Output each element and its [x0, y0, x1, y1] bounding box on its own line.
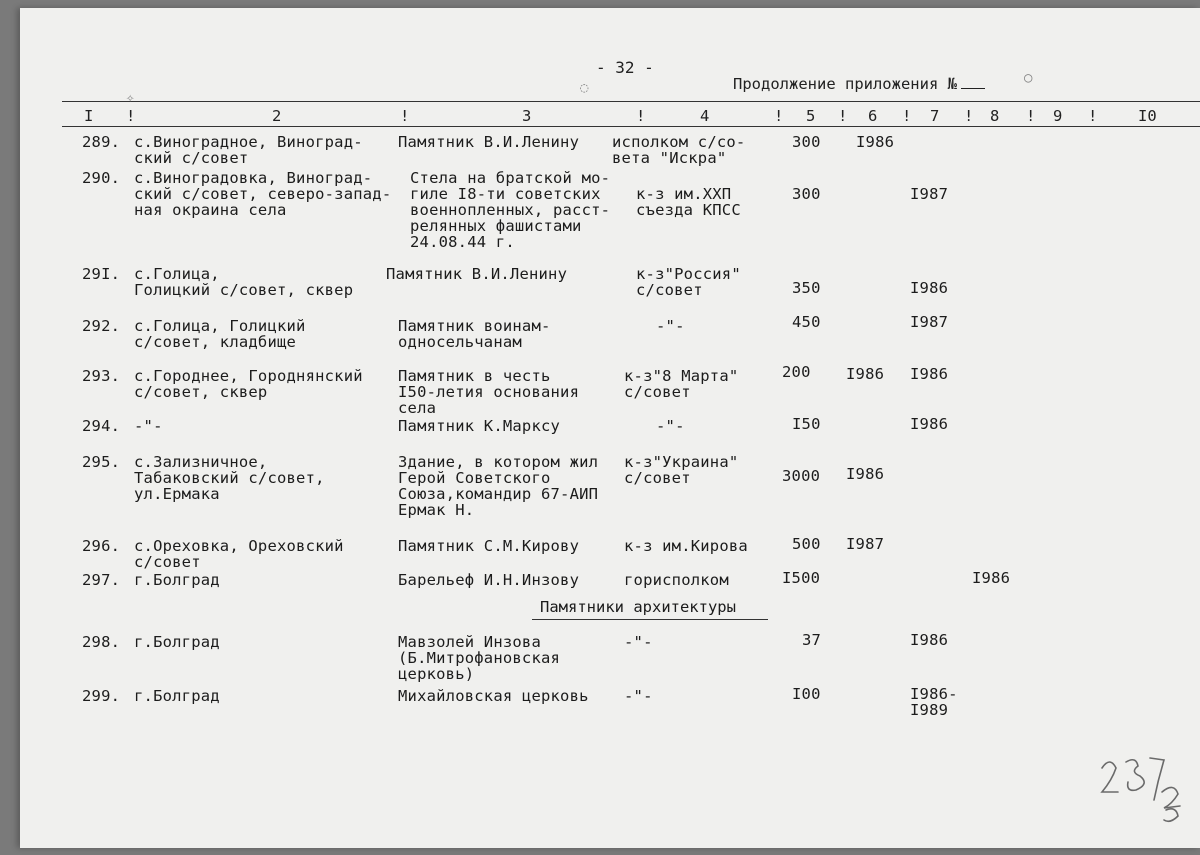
row-number: 29I. [82, 265, 121, 283]
section-title: Памятники архитектуры [540, 598, 736, 616]
punch-mark-icon: ◌ [580, 80, 589, 96]
row-place: -"- [134, 417, 163, 435]
row-col5: 300 [792, 185, 821, 203]
col-header-4: 4 [700, 107, 710, 125]
page-number: - 32 - [596, 58, 654, 77]
row-owner: горисполком [624, 571, 729, 589]
row-col6: I987 [846, 535, 885, 553]
row-place: г.Болград [134, 687, 220, 705]
row-col8: I986 [972, 569, 1011, 587]
handwritten-page-mark [1092, 748, 1192, 838]
col-separator: ! [774, 107, 784, 125]
row-col5: 3000 [782, 467, 821, 485]
row-col5: I50 [792, 415, 821, 433]
row-col5: 300 [792, 133, 821, 151]
row-number: 289. [82, 133, 121, 151]
row-col5: 37 [802, 631, 822, 649]
row-number: 295. [82, 453, 121, 471]
row-monument: Здание, в котором жил Герой Советского Союза,командир 67-АИП Ермак Н. [398, 453, 599, 519]
row-owner: к-з"Украина" с/совет [624, 453, 739, 487]
row-owner: к-з им.ХХП съезда КПСС [636, 185, 741, 219]
row-col5: 350 [792, 279, 821, 297]
col-header-6: 6 [868, 107, 878, 125]
col-separator: ! [1026, 107, 1036, 125]
row-col7: I986 [910, 279, 949, 297]
appendix-label: Продолжение приложения № [733, 75, 985, 93]
row-owner: -"- [656, 417, 685, 435]
row-monument: Памятник В.И.Ленину [398, 133, 580, 151]
col-header-10: I0 [1138, 107, 1157, 125]
col-separator: ! [1088, 107, 1098, 125]
col-separator: ! [636, 107, 646, 125]
punch-mark-icon: ○ [1024, 70, 1033, 86]
row-place: с.Виноградное, Виноград- ский с/совет [134, 133, 363, 167]
col-separator: ! [964, 107, 974, 125]
section-underline [532, 619, 768, 620]
row-place: г.Болград [134, 571, 220, 589]
col-header-5: 5 [806, 107, 816, 125]
row-place: с.Виноградовка, Виноград- ский с/совет, северо-запад- ная окраина села [134, 169, 392, 219]
row-number: 293. [82, 367, 121, 385]
col-header-1: I [84, 107, 94, 125]
row-monument: Барельеф И.Н.Инзову [398, 571, 580, 589]
row-owner: -"- [656, 317, 685, 335]
row-place: с.Голица, Голицкий с/совет, кладбище [134, 317, 306, 351]
row-col6: I986 [846, 365, 885, 383]
row-monument: Памятник в честь I50-летия основания села [398, 367, 580, 417]
row-owner: исполком с/со- вета "Искра" [612, 133, 746, 167]
col-separator: ! [126, 107, 136, 125]
row-owner: к-з"8 Марта" с/совет [624, 367, 739, 401]
row-number: 299. [82, 687, 121, 705]
row-col7: I986 [910, 631, 949, 649]
row-col5: 500 [792, 535, 821, 553]
row-monument: Памятник воинам- односельчанам [398, 317, 551, 351]
row-col6: I986 [856, 133, 895, 151]
row-monument: Памятник С.М.Кирову [398, 537, 580, 555]
row-col5: 200 [782, 363, 811, 381]
row-owner: к-з им.Кирова [624, 537, 748, 555]
col-separator: ! [838, 107, 848, 125]
row-place: с.Городнее, Городнянский с/совет, сквер [134, 367, 363, 401]
header-bottom-rule [62, 126, 1200, 127]
row-col7: I987 [910, 313, 949, 331]
row-monument: Памятник В.И.Ленину [386, 265, 568, 283]
row-col7: I986 [910, 365, 949, 383]
row-col5: I500 [782, 569, 821, 587]
row-place: г.Болград [134, 633, 220, 651]
row-owner: -"- [624, 687, 653, 705]
row-place: с.Зализничное, Табаковский с/совет, ул.Ермака [134, 453, 325, 503]
row-owner: -"- [624, 633, 653, 651]
col-header-7: 7 [930, 107, 940, 125]
col-header-2: 2 [272, 107, 282, 125]
row-number: 296. [82, 537, 121, 555]
row-number: 294. [82, 417, 121, 435]
col-header-3: 3 [522, 107, 532, 125]
row-place: с.Ореховка, Ореховский с/совет [134, 537, 344, 571]
header-top-rule [62, 101, 1200, 102]
row-number: 290. [82, 169, 121, 187]
row-col6: I986 [846, 465, 885, 483]
col-header-8: 8 [990, 107, 1000, 125]
col-header-9: 9 [1053, 107, 1063, 125]
row-monument: Памятник К.Марксу [398, 417, 561, 435]
row-col7: I987 [910, 185, 949, 203]
row-monument: Стела на братской мо- гиле I8-ти советских военнопленных, расст- релянных фашистами 24.08.44 г. [410, 169, 611, 251]
row-number: 298. [82, 633, 121, 651]
row-col7: I986 [910, 415, 949, 433]
row-place: с.Голица, Голицкий с/совет, сквер [134, 265, 354, 299]
punch-mark-icon: ✧ [126, 90, 135, 106]
row-col7: I986- I989 [910, 685, 958, 719]
row-col5: I00 [792, 685, 821, 703]
row-col5: 450 [792, 313, 821, 331]
col-separator: ! [902, 107, 912, 125]
row-monument: Мавзолей Инзова (Б.Митрофановская церковь) [398, 633, 561, 683]
row-monument: Михайловская церковь [398, 687, 589, 705]
row-number: 297. [82, 571, 121, 589]
col-separator: ! [400, 107, 410, 125]
row-owner: к-з"Россия" с/совет [636, 265, 741, 299]
row-number: 292. [82, 317, 121, 335]
